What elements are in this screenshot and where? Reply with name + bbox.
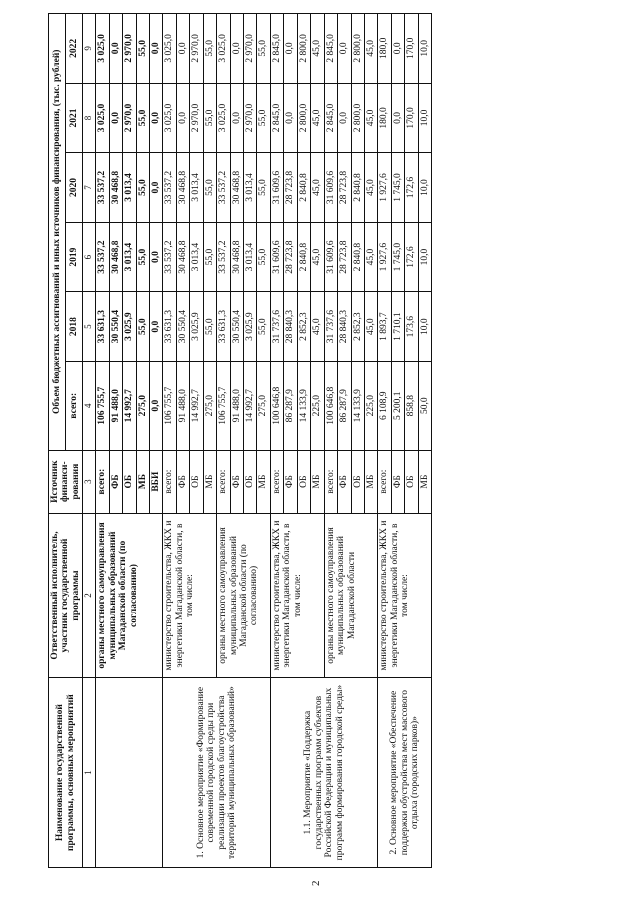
executor-cell: министерство строительства, ЖКХ и энергетики Магаданской области, в том числе: [163, 513, 217, 677]
year-value-cell: 28 723,8 [284, 153, 297, 223]
year-value-cell: 180,0 [378, 14, 391, 84]
total-value-cell: 14 133,9 [351, 361, 364, 450]
year-value-cell: 30 468,8 [109, 153, 122, 223]
source-cell: всего: [163, 450, 176, 513]
column-number: 9 [83, 14, 96, 84]
year-value-cell: 3 013,4 [123, 153, 136, 223]
year-value-cell: 3 025,9 [244, 292, 257, 362]
year-value-cell: 45,0 [364, 222, 377, 292]
year-value-cell: 2 970,0 [190, 83, 203, 153]
source-cell: МБ [364, 450, 377, 513]
column-number-row [83, 14, 96, 868]
year-value-cell: 45,0 [311, 222, 324, 292]
year-value-cell: 170,0 [405, 14, 418, 84]
year-value-cell: 0,0 [109, 83, 122, 153]
total-value-cell: 5 200,1 [391, 361, 404, 450]
column-number: 5 [83, 292, 96, 362]
table-row [270, 14, 283, 868]
source-cell: ОБ [405, 450, 418, 513]
year-value-cell: 0,0 [338, 14, 351, 84]
year-value-cell: 2 845,0 [324, 14, 337, 84]
total-value-cell: 86 287,9 [338, 361, 351, 450]
total-value-cell: 275,0 [203, 361, 216, 450]
year-value-cell: 2 852,3 [351, 292, 364, 362]
total-value-cell: 50,0 [418, 361, 431, 450]
year-value-cell: 0,0 [176, 14, 189, 84]
total-value-cell: 106 755,7 [217, 361, 230, 450]
total-value-cell: 106 755,7 [163, 361, 176, 450]
year-value-cell: 55,0 [203, 292, 216, 362]
year-value-cell: 33 631,3 [217, 292, 230, 362]
total-value-cell: 86 287,9 [284, 361, 297, 450]
year-value-cell: 2 840,8 [351, 222, 364, 292]
year-value-cell: 10,0 [418, 292, 431, 362]
column-number: 7 [83, 153, 96, 223]
year-value-cell: 3 025,0 [217, 14, 230, 84]
source-cell: всего: [96, 450, 109, 513]
year-value-cell: 33 537,2 [96, 222, 109, 292]
year-value-cell: 1 893,7 [378, 292, 391, 362]
year-value-cell: 30 468,8 [176, 153, 189, 223]
column-number: 6 [83, 222, 96, 292]
source-cell: ОБ [297, 450, 310, 513]
year-value-cell: 45,0 [364, 83, 377, 153]
year-value-cell: 3 025,0 [96, 14, 109, 84]
year-value-cell: 31 737,6 [270, 292, 283, 362]
year-value-cell: 3 025,0 [163, 83, 176, 153]
year-value-cell: 172,6 [405, 222, 418, 292]
year-value-cell: 3 013,4 [244, 153, 257, 223]
year-value-cell: 3 013,4 [190, 153, 203, 223]
year-value-cell: 0,0 [149, 222, 162, 292]
total-value-cell: 14 992,7 [244, 361, 257, 450]
year-value-cell: 3 013,4 [244, 222, 257, 292]
year-value-cell: 31 609,6 [270, 153, 283, 223]
rotated-content [40, 8, 610, 888]
year-value-cell: 28 723,8 [338, 153, 351, 223]
header-program: Наименование государственной программы, основных мероприятий [49, 678, 83, 868]
year-value-cell: 2 845,0 [270, 83, 283, 153]
year-value-cell: 31 609,6 [270, 222, 283, 292]
year-value-cell: 31 609,6 [324, 153, 337, 223]
program-name-cell: 2. Основное мероприятие «Обеспечение поддержки обустройства мест массового отдыха (городских парков)» [378, 678, 432, 868]
header-year: 2022 [66, 14, 83, 84]
header-year: 2019 [66, 222, 83, 292]
year-value-cell: 45,0 [311, 292, 324, 362]
year-value-cell: 2 840,8 [351, 153, 364, 223]
year-value-cell: 3 025,9 [190, 292, 203, 362]
total-value-cell: 275,0 [257, 361, 270, 450]
year-value-cell: 2 970,0 [244, 83, 257, 153]
header-year: 2020 [66, 153, 83, 223]
executor-cell: органы местного самоуправления муниципальных образований Магаданской области [324, 513, 378, 677]
source-cell: ФБ [176, 450, 189, 513]
year-value-cell: 3 013,4 [123, 222, 136, 292]
program-name-cell [96, 678, 163, 868]
year-value-cell: 30 550,4 [230, 292, 243, 362]
year-value-cell: 172,6 [405, 153, 418, 223]
year-value-cell: 28 723,8 [284, 222, 297, 292]
source-cell: МБ [203, 450, 216, 513]
year-value-cell: 0,0 [109, 14, 122, 84]
year-value-cell: 55,0 [257, 153, 270, 223]
year-value-cell: 2 852,3 [297, 292, 310, 362]
executor-cell: министерство строительства, ЖКХ и энергетики Магаданской области, в том числе: [378, 513, 432, 677]
year-value-cell: 3 025,0 [217, 83, 230, 153]
year-value-cell: 33 631,3 [163, 292, 176, 362]
year-value-cell: 180,0 [378, 83, 391, 153]
header-source: Источник финанси-рования [49, 450, 83, 513]
total-value-cell: 14 992,7 [190, 361, 203, 450]
year-value-cell: 55,0 [257, 14, 270, 84]
column-number: 4 [83, 361, 96, 450]
year-value-cell: 10,0 [418, 153, 431, 223]
total-value-cell: 91 488,0 [176, 361, 189, 450]
year-value-cell: 3 025,0 [96, 83, 109, 153]
source-cell: всего: [217, 450, 230, 513]
year-value-cell: 55,0 [257, 83, 270, 153]
year-value-cell: 28 840,3 [284, 292, 297, 362]
year-value-cell: 170,0 [405, 83, 418, 153]
table-body [96, 14, 432, 868]
source-cell: ФБ [391, 450, 404, 513]
total-value-cell: 6 108,9 [378, 361, 391, 450]
year-value-cell: 45,0 [364, 14, 377, 84]
total-value-cell: 225,0 [364, 361, 377, 450]
total-value-cell: 91 488,0 [230, 361, 243, 450]
source-cell: ФБ [284, 450, 297, 513]
year-value-cell: 0,0 [149, 153, 162, 223]
year-value-cell: 45,0 [311, 83, 324, 153]
year-value-cell: 0,0 [230, 83, 243, 153]
table-row [163, 14, 176, 868]
page-number: 2 [310, 880, 322, 886]
year-value-cell: 55,0 [136, 14, 149, 84]
source-cell: МБ [311, 450, 324, 513]
header-row-1 [49, 14, 66, 868]
source-cell: всего: [270, 450, 283, 513]
total-value-cell: 275,0 [136, 361, 149, 450]
year-value-cell: 28 723,8 [338, 222, 351, 292]
source-cell: всего: [324, 450, 337, 513]
year-value-cell: 1 927,6 [378, 222, 391, 292]
year-value-cell: 33 537,2 [163, 153, 176, 223]
header-year: 2021 [66, 83, 83, 153]
year-value-cell: 33 537,2 [217, 153, 230, 223]
year-value-cell: 10,0 [418, 222, 431, 292]
year-value-cell: 30 468,8 [230, 153, 243, 223]
source-cell: ФБ [109, 450, 122, 513]
column-number: 1 [83, 678, 96, 868]
year-value-cell: 55,0 [203, 14, 216, 84]
source-cell: МБ [136, 450, 149, 513]
year-value-cell: 55,0 [136, 222, 149, 292]
table-row [378, 14, 391, 868]
year-value-cell: 3 025,0 [163, 14, 176, 84]
year-value-cell: 55,0 [203, 222, 216, 292]
year-value-cell: 31 609,6 [324, 222, 337, 292]
source-cell: ФБ [230, 450, 243, 513]
year-value-cell: 2 845,0 [324, 83, 337, 153]
year-value-cell: 3 013,4 [190, 222, 203, 292]
total-value-cell: 0,0 [149, 361, 162, 450]
year-value-cell: 0,0 [284, 83, 297, 153]
year-value-cell: 55,0 [203, 83, 216, 153]
year-value-cell: 55,0 [136, 153, 149, 223]
year-value-cell: 2 800,0 [351, 83, 364, 153]
year-value-cell: 173,6 [405, 292, 418, 362]
year-value-cell: 1 745,0 [391, 222, 404, 292]
executor-cell: органы местного самоуправления муниципальных образований Магаданской области (по согласованию) [217, 513, 271, 677]
source-cell: всего: [378, 450, 391, 513]
year-value-cell: 55,0 [203, 153, 216, 223]
program-name-cell: 1.1. Мероприятие «Поддержка государственных программ субъектов Российской Федерации и муниципальных программ формирования городской среды» [270, 678, 378, 868]
year-value-cell: 2 840,8 [297, 153, 310, 223]
total-value-cell: 106 755,7 [96, 361, 109, 450]
total-value-cell: 14 992,7 [123, 361, 136, 450]
header-executor: Ответственный исполнитель, участник государственной программы [49, 513, 83, 677]
source-cell: ВБИ [149, 450, 162, 513]
executor-cell: органы местного самоуправления муниципальных образований Магаданской области (по согласованию) [96, 513, 163, 677]
year-value-cell: 1 710,1 [391, 292, 404, 362]
year-value-cell: 0,0 [338, 83, 351, 153]
source-cell: МБ [418, 450, 431, 513]
year-value-cell: 33 537,2 [96, 153, 109, 223]
year-value-cell: 45,0 [311, 14, 324, 84]
year-value-cell: 0,0 [149, 292, 162, 362]
year-value-cell: 33 537,2 [163, 222, 176, 292]
total-value-cell: 225,0 [311, 361, 324, 450]
program-name-cell: 1. Основное мероприятие «Формирование современной городской среды при реализации проектов благоустройства территорий муниципальных образований» [163, 678, 271, 868]
header-funding: Объем бюджетных ассигнований и иных источников финансирования, (тыс. рублей) [49, 14, 66, 451]
year-value-cell: 30 550,4 [176, 292, 189, 362]
column-number: 8 [83, 83, 96, 153]
total-value-cell: 858,8 [405, 361, 418, 450]
year-value-cell: 45,0 [311, 153, 324, 223]
year-value-cell: 2 800,0 [351, 14, 364, 84]
year-value-cell: 55,0 [257, 222, 270, 292]
total-value-cell: 100 646,8 [270, 361, 283, 450]
year-value-cell: 45,0 [364, 292, 377, 362]
year-value-cell: 0,0 [149, 83, 162, 153]
column-number: 3 [83, 450, 96, 513]
year-value-cell: 30 468,8 [176, 222, 189, 292]
year-value-cell: 2 840,8 [297, 222, 310, 292]
year-value-cell: 30 468,8 [109, 222, 122, 292]
year-value-cell: 0,0 [391, 83, 404, 153]
executor-cell: министерство строительства, ЖКХ и энергетики Магаданской области, в том числе: [270, 513, 324, 677]
header-total: всего: [66, 361, 83, 450]
year-value-cell: 45,0 [364, 153, 377, 223]
year-value-cell: 55,0 [257, 292, 270, 362]
year-value-cell: 1 745,0 [391, 153, 404, 223]
total-value-cell: 14 133,9 [297, 361, 310, 450]
year-value-cell: 1 927,6 [378, 153, 391, 223]
year-value-cell: 2 845,0 [270, 14, 283, 84]
header-year: 2018 [66, 292, 83, 362]
year-value-cell: 33 537,2 [217, 222, 230, 292]
year-value-cell: 55,0 [136, 292, 149, 362]
source-cell: ОБ [123, 450, 136, 513]
year-value-cell: 0,0 [391, 14, 404, 84]
year-value-cell: 2 970,0 [123, 83, 136, 153]
year-value-cell: 10,0 [418, 83, 431, 153]
year-value-cell: 2 800,0 [297, 14, 310, 84]
year-value-cell: 0,0 [230, 14, 243, 84]
year-value-cell: 2 800,0 [297, 83, 310, 153]
year-value-cell: 30 468,8 [230, 222, 243, 292]
year-value-cell: 0,0 [149, 14, 162, 84]
total-value-cell: 91 488,0 [109, 361, 122, 450]
year-value-cell: 0,0 [176, 83, 189, 153]
year-value-cell: 30 550,4 [109, 292, 122, 362]
year-value-cell: 2 970,0 [190, 14, 203, 84]
year-value-cell: 55,0 [136, 83, 149, 153]
column-number: 2 [83, 513, 96, 677]
year-value-cell: 2 970,0 [123, 14, 136, 84]
source-cell: МБ [257, 450, 270, 513]
source-cell: ОБ [190, 450, 203, 513]
table-row [96, 14, 109, 868]
year-value-cell: 28 840,3 [338, 292, 351, 362]
budget-table [48, 13, 432, 868]
year-value-cell: 10,0 [418, 14, 431, 84]
year-value-cell: 31 737,6 [324, 292, 337, 362]
year-value-cell: 2 970,0 [244, 14, 257, 84]
source-cell: ОБ [351, 450, 364, 513]
year-value-cell: 3 025,9 [123, 292, 136, 362]
year-value-cell: 33 631,3 [96, 292, 109, 362]
source-cell: ОБ [244, 450, 257, 513]
total-value-cell: 100 646,8 [324, 361, 337, 450]
year-value-cell: 0,0 [284, 14, 297, 84]
source-cell: ФБ [338, 450, 351, 513]
